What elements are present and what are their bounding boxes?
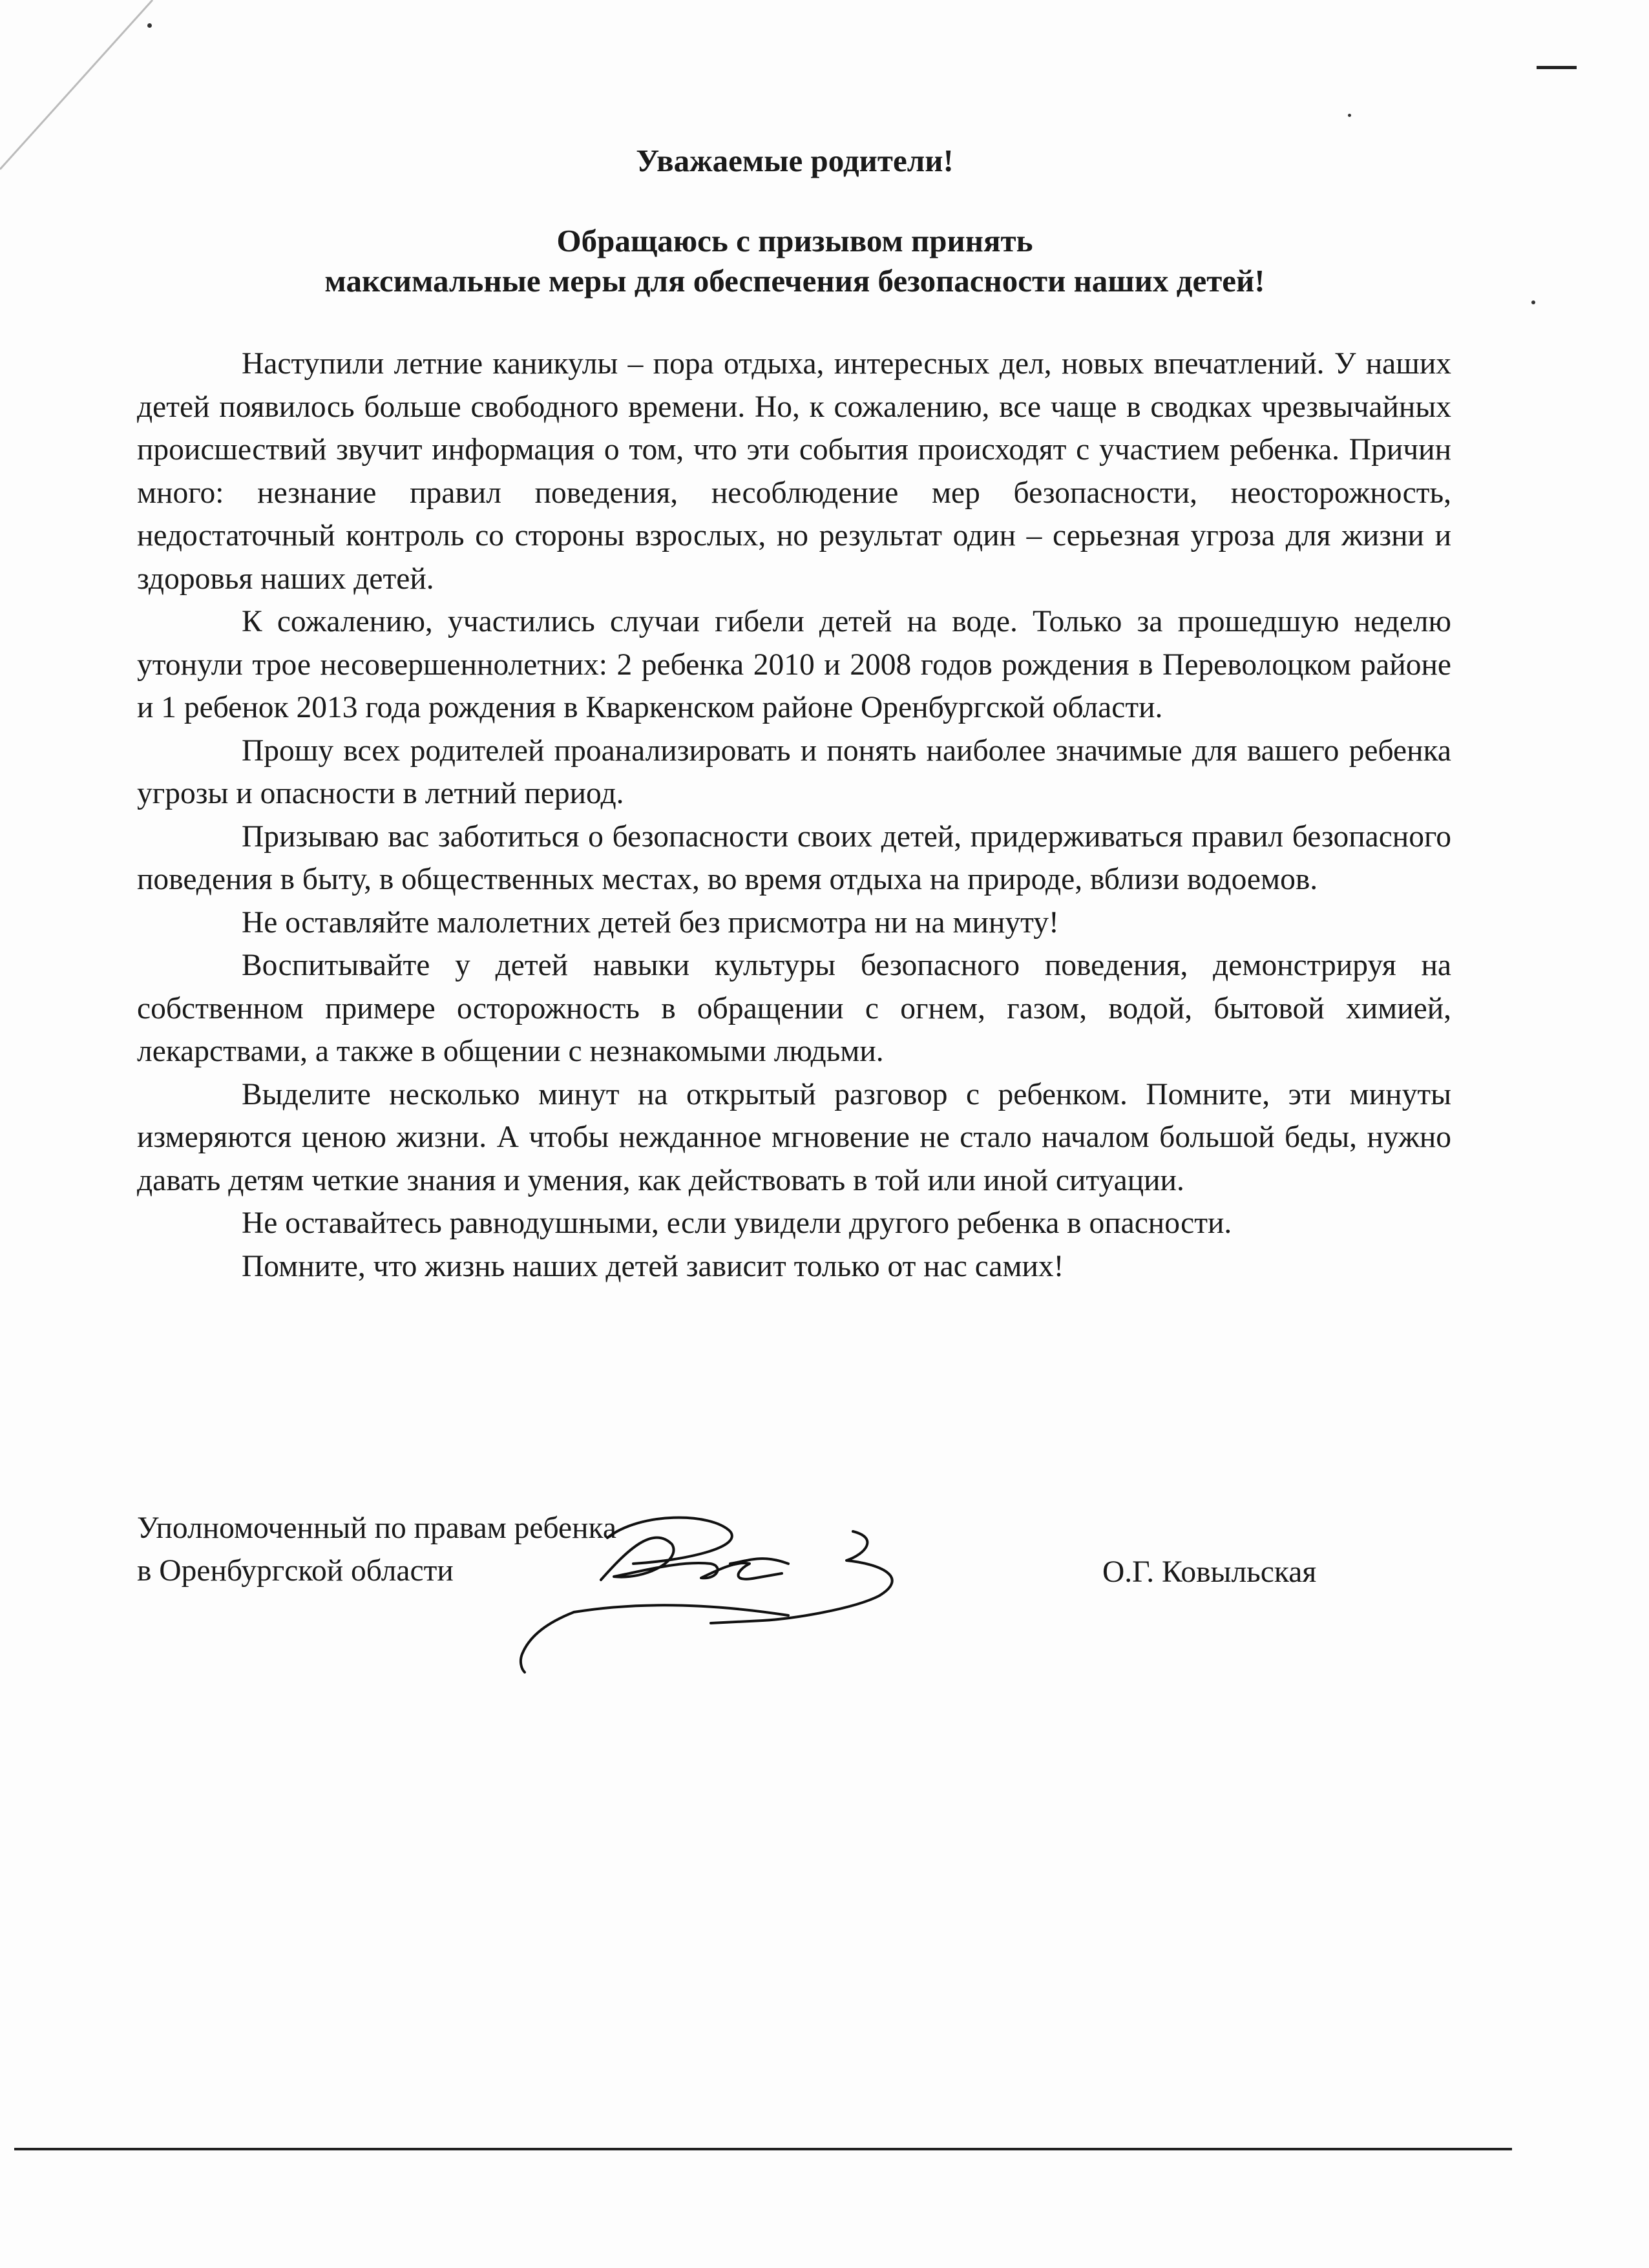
- paragraph-not-indifferent: Не оставайтесь равнодушными, если увидели другого ребенка в опасности.: [242, 1206, 1232, 1240]
- scan-speck: [147, 23, 152, 28]
- paragraph-closing: Помните, что жизнь наших детей зависит только от нас самих!: [242, 1249, 1064, 1283]
- signatory-position-line-1: Уполномоченный по правам ребенка: [137, 1511, 617, 1545]
- letter-header: [136, 141, 1454, 301]
- paragraph-drowning-cases: К сожалению, участились случаи гибели детей на воде. Только за прошедшую неделю утонули трое несовершеннолетних: 2 ребенка 2010 и 2008 годов рождения в Переволоцком районе и 1 ребенок 2013 года рождения в Кваркенском районе Оренбургской области.: [137, 605, 1451, 724]
- corner-mark: [1537, 66, 1577, 69]
- letter-body: [137, 342, 1451, 1288]
- paragraph-care-safety: Призываю вас заботиться о безопасности своих детей, придерживаться правил безопасного поведения в быту, в общественных местах, во время отдыха на природе, вблизи водоемов.: [137, 819, 1451, 896]
- scan-speck: [1348, 114, 1351, 117]
- page-bottom-rule: [14, 2148, 1512, 2150]
- signatory-position-line-2: в Оренбургской области: [137, 1554, 454, 1588]
- signatory-name: О.Г. Ковыльская: [1102, 1555, 1317, 1589]
- paragraph-summer-holidays: Наступили летние каникулы – пора отдыха, интересных дел, новых впечатлений. У наших детей появилось больше свободного времени. Но, к сожалению, все чаще в сводках чрезвычайных происшествий звучит информация о том, что эти события происходят с участием ребенка. Причин много: незнание правил поведения, несоблюдение мер безопасности, неосторожность, недостаточный контроль со стороны взрослых, но результат один – серьезная угроза для жизни и здоровья наших детей.: [137, 347, 1451, 596]
- letter-subtitle-line-2: максимальные меры для обеспечения безопасности наших детей!: [324, 263, 1265, 299]
- scan-speck: [1531, 300, 1535, 304]
- paragraph-analyze-threats: Прошу всех родителей проанализировать и понять наиболее значимые для вашего ребенка угрозы и опасности в летний период.: [137, 733, 1451, 810]
- letter-title: Уважаемые родители!: [636, 143, 954, 178]
- handwritten-signature: [517, 1499, 930, 1680]
- letter-subtitle-line-1: Обращаюсь с призывом принять: [556, 223, 1033, 258]
- paragraph-open-talk: Выделите несколько минут на открытый разговор с ребенком. Помните, эти минуты измеряются ценою жизни. А чтобы нежданное мгновение не стало началом большой беды, нужно давать детям четкие знания и умения, как действовать в той или иной ситуации.: [137, 1077, 1451, 1197]
- paragraph-supervision: Не оставляйте малолетних детей без присмотра ни на минуту!: [242, 905, 1059, 940]
- paragraph-safe-behavior: Воспитывайте у детей навыки культуры безопасного поведения, демонстрируя на собственном примере осторожность в обращении с огнем, газом, водой, бытовой химией, лекарствами, а также в общении с незнакомыми людьми.: [137, 949, 1451, 1068]
